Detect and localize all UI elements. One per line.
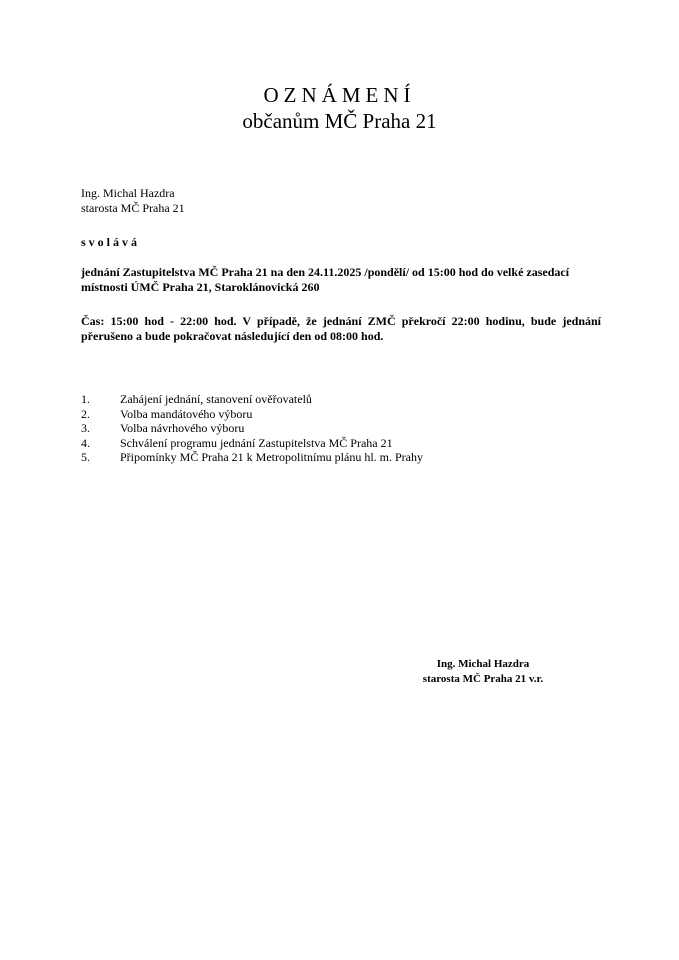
signature-role: starosta MČ Praha 21 v.r.: [422, 673, 544, 685]
issuer-block: [81, 186, 185, 216]
agenda-item: [81, 407, 423, 422]
signature-name: Ing. Michal Hazdra: [436, 658, 530, 670]
signature-block: [383, 657, 583, 687]
agenda-list: [81, 392, 423, 465]
convenes-word: svolává: [81, 235, 141, 249]
agenda-item-text: Připomínky MČ Praha 21 k Metropolitnímu plánu hl. m. Prahy: [120, 450, 423, 464]
document-subtitle: občanům MČ Praha 21: [242, 109, 437, 133]
agenda-item: [81, 450, 423, 465]
agenda-item-number: 2.: [81, 406, 90, 421]
agenda-item: [81, 421, 423, 436]
agenda-item: [81, 392, 423, 407]
agenda-item-number: 1.: [81, 392, 90, 406]
agenda-item-number: 3.: [81, 421, 90, 435]
agenda-item: [81, 436, 423, 451]
agenda-item-number: 4.: [81, 435, 90, 450]
agenda-item-text: Volba návrhového výboru: [120, 421, 245, 435]
document-title: OZNÁMENÍ: [263, 83, 416, 107]
agenda-item-text: Volba mandátového výboru: [120, 406, 253, 421]
issuer-name: Ing. Michal Hazdra: [81, 186, 175, 200]
issuer-role: starosta MČ Praha 21: [81, 201, 185, 215]
agenda-item-text: Zahájení jednání, stanovení ověřovatelů: [120, 392, 312, 406]
time-note: Čas: 15:00 hod - 22:00 hod. V případě, že jednání ZMČ překročí 22:00 hodinu, bude jednání přerušeno a bude pokračovat následující den od 08:00 hod.: [81, 314, 601, 343]
agenda-item-text: Schválení programu jednání Zastupitelstva MČ Praha 21: [120, 435, 393, 450]
agenda-item-number: 5.: [81, 450, 90, 464]
meeting-announcement: jednání Zastupitelstva MČ Praha 21 na den 24.11.2025 /pondělí/ od 15:00 hod do velké zasedací místnosti ÚMČ Praha 21, Staroklánovická 260: [81, 265, 570, 294]
